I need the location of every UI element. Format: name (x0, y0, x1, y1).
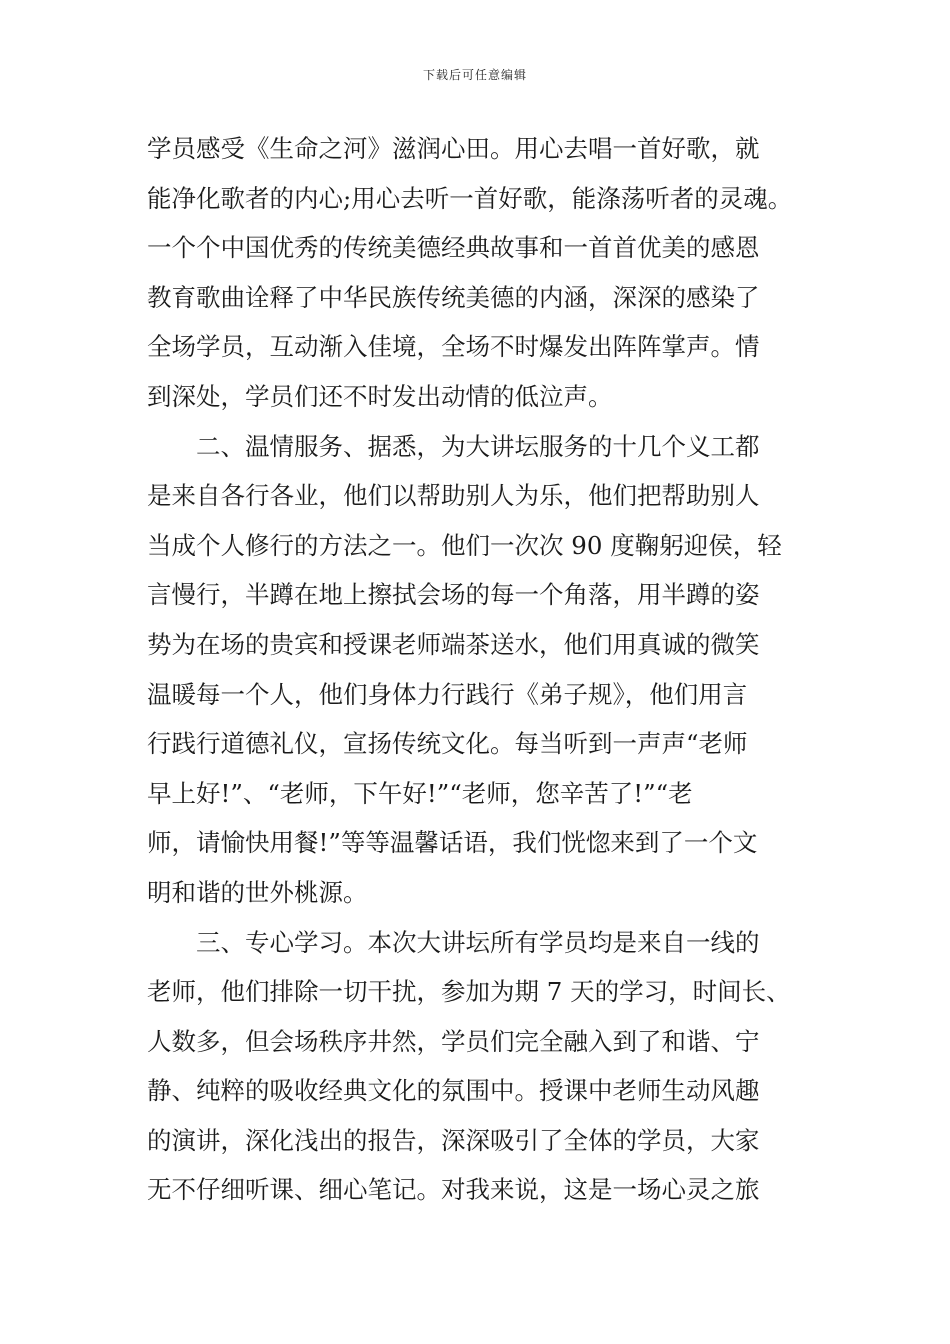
text-line: 静、纯粹的吸收经典文化的氛围中。授课中老师生动风趣 (147, 1076, 760, 1106)
text-line: 教育歌曲诠释了中华民族传统美德的内涵，深深的感染了 (147, 282, 760, 312)
paragraph-1 (147, 124, 807, 422)
text-line: 当成个人修行的方法之一。他们一次次 90 度鞠躬迎侯，轻 (147, 530, 782, 560)
paragraph-3 (147, 918, 807, 1216)
text-line: 无不仔细听课、细心笔记。对我来说，这是一场心灵之旅 (147, 1175, 760, 1205)
text-line: 人数多，但会场秩序井然，学员们完全融入到了和谐、宁 (147, 1026, 760, 1056)
text-line: 行践行道德礼仪，宣扬传统文化。每当听到一声声“老师 (147, 729, 748, 759)
text-line: 老师，他们排除一切干扰，参加为期 7 天的学习，时间长、 (147, 977, 791, 1007)
text-line: 全场学员，互动渐入佳境，全场不时爆发出阵阵掌声。情 (147, 332, 760, 362)
document-body (147, 124, 807, 1215)
text-line: 是来自各行各业，他们以帮助别人为乐，他们把帮助别人 (147, 481, 760, 511)
text-line: 温暖每一个人，他们身体力行践行《弟子规》，他们用言 (147, 679, 748, 709)
text-line: 二、温情服务、据悉，为大讲坛服务的十几个义工都 (196, 431, 760, 461)
text-line: 师，请愉快用餐!”等等温馨话语，我们恍惚来到了一个文 (147, 828, 758, 858)
text-line: 学员感受《生命之河》滋润心田。用心去唱一首好歌，就 (147, 134, 760, 163)
text-line: 言慢行，半蹲在地上擦拭会场的每一个角落，用半蹲的姿 (147, 580, 760, 610)
text-line: 到深处，学员们还不时发出动情的低泣声。 (147, 381, 613, 411)
text-line: 早上好!”、“老师，下午好!”“老师，您辛苦了!”“老 (147, 778, 693, 808)
paragraph-2 (147, 422, 807, 918)
text-line: 的演讲，深化浅出的报告，深深吸引了全体的学员，大家 (147, 1125, 760, 1155)
text-line: 一个个中国优秀的传统美德经典故事和一首首优美的感恩 (147, 233, 760, 263)
page-header: 下载后可任意编辑 (422, 68, 527, 82)
text-line: 能净化歌者的内心;用心去听一首好歌，能涤荡听者的灵魂。 (147, 183, 793, 213)
text-line: 明和谐的世外桃源。 (147, 877, 368, 907)
text-line: 势为在场的贵宾和授课老师端茶送水，他们用真诚的微笑 (147, 629, 760, 659)
text-line: 三、专心学习。本次大讲坛所有学员均是来自一线的 (196, 927, 760, 957)
